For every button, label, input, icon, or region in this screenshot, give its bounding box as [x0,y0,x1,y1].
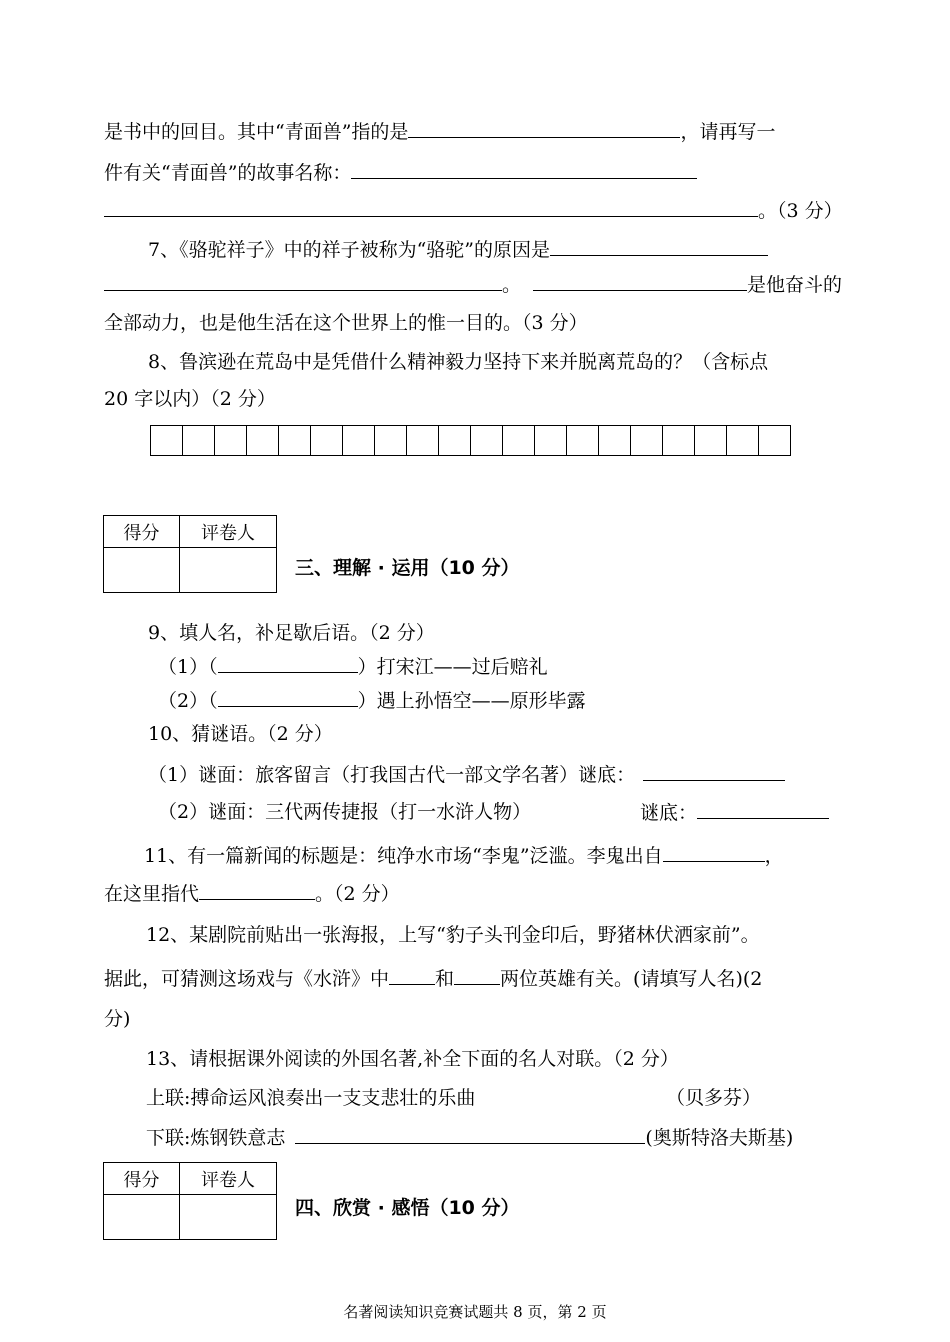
section-title: 三、理解 · 运用（10 分） [295,557,520,579]
answer-box[interactable] [375,426,407,455]
q12-line3: 分) [104,1008,131,1030]
answer-box[interactable] [439,426,471,455]
answer-blank[interactable] [454,965,500,985]
answer-blank[interactable] [408,118,680,138]
answer-box[interactable] [663,426,695,455]
q8-line1: 8、鲁滨逊在荒岛中是凭借什么精神毅力坚持下来并脱离荒岛的？（含标点 [148,351,769,373]
score-table [103,515,277,593]
answer-box[interactable] [311,426,343,455]
grader-cell[interactable] [180,1195,277,1240]
answer-blank[interactable] [697,799,829,819]
answer-box[interactable] [727,426,759,455]
q6-line2: 件有关“青面兽”的故事名称： [104,159,697,186]
answer-blank[interactable] [295,1124,645,1144]
answer-blank[interactable] [643,761,785,781]
answer-box[interactable] [759,426,790,455]
q9-item2: （2）（ ）遇上孙悟空——原形毕露 [158,687,586,714]
q10-item2-answer: 谜底： [640,799,829,826]
q7-line3: 全部动力，也是他生活在这个世界上的惟一目的。（3 分） [104,312,588,334]
answer-blank[interactable] [663,842,765,862]
q7-line2: 。 是他奋斗的 [104,271,842,298]
answer-blank[interactable] [104,197,758,217]
answer-box[interactable] [599,426,631,455]
q9-item1: （1）（ ）打宋江——过后赔礼 [158,653,548,680]
q10-title: 10、猜谜语。（2 分） [148,723,333,745]
answer-grid[interactable] [150,425,791,456]
grader-label: 评卷人 [180,1163,277,1195]
q13-title: 13、请根据课外阅读的外国名著,补全下面的名人对联。（2 分） [146,1048,679,1070]
answer-box[interactable] [695,426,727,455]
answer-box[interactable] [535,426,567,455]
grader-cell[interactable] [180,548,277,593]
q13-upper-attr: （贝多芬） [666,1087,762,1109]
answer-blank[interactable] [218,687,358,707]
answer-blank[interactable] [550,236,768,256]
score-label: 得分 [104,1163,180,1195]
answer-blank[interactable] [389,965,435,985]
grader-label: 评卷人 [180,516,277,548]
score-table [103,1162,277,1240]
answer-box[interactable] [279,426,311,455]
q6-line3: 。（3 分） [104,197,843,224]
answer-box[interactable] [567,426,599,455]
q10-item1: （1）谜面：旅客留言（打我国古代一部文学名著）谜底： [148,761,785,788]
answer-blank[interactable] [533,271,747,291]
answer-blank[interactable] [351,159,697,179]
answer-box[interactable] [503,426,535,455]
q7-line1: 7、《骆驼祥子》中的祥子被称为“骆驼”的原因是 [148,236,768,263]
answer-box[interactable] [151,426,183,455]
page-footer: 名著阅读知识竞赛试题共 8 页，第 2 页 [343,1303,607,1321]
answer-blank[interactable] [199,880,315,900]
answer-box[interactable] [407,426,439,455]
answer-box[interactable] [343,426,375,455]
q10-item2: （2）谜面：三代两传捷报（打一水浒人物） [158,801,532,823]
score-cell[interactable] [104,1195,180,1240]
answer-blank[interactable] [104,271,502,291]
q12-line2: 据此，可猜测这场戏与《水浒》中 和 两位英雄有关。(请填写人名)(2 [104,965,762,992]
answer-blank[interactable] [218,653,358,673]
q8-line2: 20 字以内）（2 分） [104,388,276,410]
q13-upper: 上联:搏命运风浪奏出一支支悲壮的乐曲 [146,1087,476,1109]
q11-line2: 在这里指代 。（2 分） [104,880,400,907]
q11-line1: 11、有一篇新闻的标题是：纯净水市场“李鬼”泛滥。李鬼出自 ， [144,842,784,869]
answer-box[interactable] [215,426,247,455]
q9-title: 9、填人名，补足歇后语。（2 分） [148,622,435,644]
q6-line1: 是书中的回目。其中“青面兽”指的是 ，请再写一 [104,118,775,145]
score-cell[interactable] [104,548,180,593]
q12-line1: 12、某剧院前贴出一张海报，上写“豹子头刊金印后，野猪林伏洒家前”。 [146,924,760,946]
section-title: 四、欣赏 · 感悟（10 分） [295,1197,520,1219]
answer-box[interactable] [183,426,215,455]
answer-box[interactable] [631,426,663,455]
answer-box[interactable] [471,426,503,455]
q13-lower: 下联:炼钢铁意志 (奥斯特洛夫斯基) [146,1124,793,1151]
answer-box[interactable] [247,426,279,455]
score-label: 得分 [104,516,180,548]
